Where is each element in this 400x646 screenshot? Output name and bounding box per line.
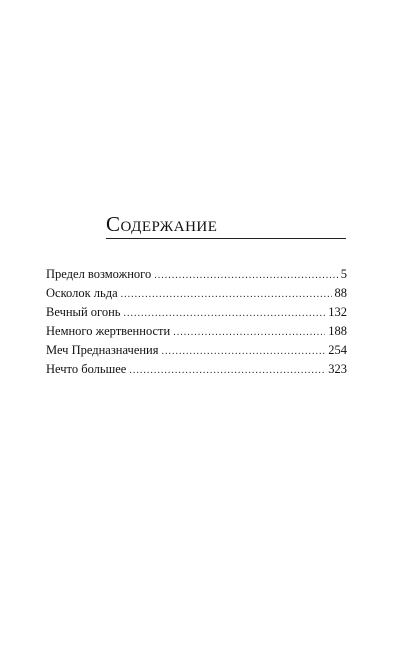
toc-entry-page: 5 [340,267,347,281]
toc-list [46,265,347,379]
toc-entry-title: Меч Предназначения [46,343,159,357]
toc-entry[interactable] [46,284,347,303]
toc-entry-page: 132 [328,305,347,319]
dot-leader [123,304,325,323]
toc-entry-title: Нечто большее [46,362,127,376]
dot-leader [154,266,338,285]
toc-entry[interactable] [46,360,347,379]
toc-entry-title: Вечный огонь [46,305,121,319]
toc-entry-page: 88 [334,286,347,300]
toc-entry[interactable] [46,303,347,322]
dot-leader [129,361,325,380]
toc-heading: Содержание [106,212,218,236]
dot-leader [121,285,332,304]
heading-rule [106,238,346,239]
toc-entry-page: 323 [328,362,347,376]
toc-entry-title: Немного жертвенности [46,324,171,338]
toc-entry-page: 254 [328,343,347,357]
dot-leader [162,342,326,361]
toc-entry-title: Предел возможного [46,267,152,281]
toc-entry[interactable] [46,265,347,284]
toc-entry-page: 188 [328,324,347,338]
toc-entry[interactable] [46,341,347,360]
toc-entry-title: Осколок льда [46,286,118,300]
dot-leader [173,323,325,342]
toc-entry[interactable] [46,322,347,341]
